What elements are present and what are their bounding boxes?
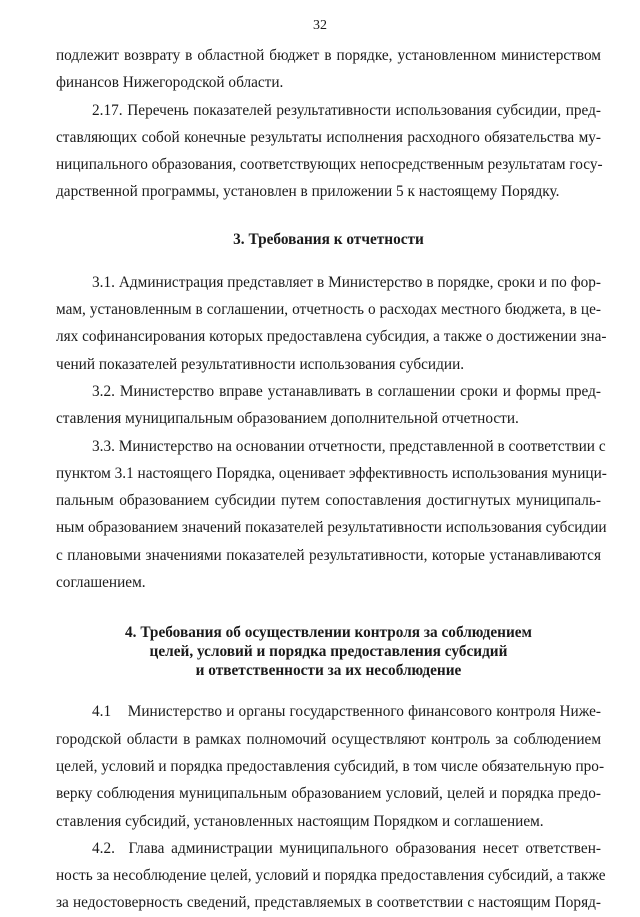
- text-line: соглашением.: [56, 574, 146, 592]
- text-line: ставления муниципальным образованием дополнительной отчетности.: [56, 410, 519, 428]
- text-line: с плановыми значениями показателей результативности, которые устанавливаются: [56, 546, 601, 564]
- text-line: 3.3. Министерство на основании отчетности, представленной в соответствии с: [92, 437, 606, 455]
- heading-line: 4. Требования об осуществлении контроля за соблюдением: [125, 624, 532, 642]
- heading-line: целей, условий и порядка предоставления субсидий: [149, 643, 508, 661]
- page-number: 32: [313, 18, 327, 33]
- text-line: ным образованием значений показателей результативности использования субсидии: [56, 519, 607, 537]
- text-line: ность за несоблюдение целей, условий и порядка предоставления субсидий, а также: [56, 867, 606, 885]
- text-line: финансов Нижегородской области.: [56, 74, 284, 92]
- text-line: целей, условий и порядка предоставления субсидий, в том числе обязательную про-: [56, 757, 605, 775]
- text-line: лях софинансирования которых предоставлена субсидия, а также о достижении зна-: [56, 328, 607, 346]
- text-line: ниципального образования, соответствующих непосредственным результатам госу-: [56, 156, 603, 174]
- text-line: 2.17. Перечень показателей результативности использования субсидии, пред-: [92, 101, 601, 119]
- text-line: ставляющих собой конечные результаты исполнения расходного обязательства му-: [56, 128, 601, 146]
- text-line: за недостоверность сведений, представляемых в соответствии с настоящим Поряд-: [56, 894, 601, 912]
- section-4-heading: [56, 623, 601, 680]
- text-line: дарственной программы, установлен в приложении 5 к настоящему Порядку.: [56, 183, 560, 201]
- paragraph-3-3: [56, 433, 607, 597]
- paragraph-4-2: [56, 835, 606, 917]
- text-line: пальным образованием субсидии путем сопоставления достигнутых муниципаль-: [56, 492, 601, 510]
- paragraph-continuation: [56, 42, 601, 97]
- text-line: подлежит возврату в областной бюджет в порядке, установленном министерством: [56, 47, 601, 64]
- text-line: верку соблюдения муниципальным образованием условий, целей и порядка предо-: [56, 785, 601, 803]
- text-line: мам, установленным в соглашении, отчетность о расходах местного бюджета, в це-: [56, 301, 601, 319]
- paragraph-3-2: [56, 378, 601, 433]
- text-line: 3.1. Администрация представляет в Министерство в порядке, сроки и по фор-: [92, 273, 601, 291]
- text-line: 3.2. Министерство вправе устанавливать в соглашении сроки и формы пред-: [92, 382, 601, 400]
- text-line: ставления субсидий, установленных настоящим Порядком и соглашением.: [56, 812, 544, 830]
- paragraph-4-1: [56, 698, 605, 834]
- text-line: чений показателей результативности использования субсидии.: [56, 355, 465, 373]
- paragraph-3-1: [56, 269, 607, 378]
- text-line: 4.1 Министерство и органы государственного финансового контроля Ниже-: [92, 703, 601, 721]
- document-body: [56, 42, 607, 917]
- heading-line: и ответственности за их несоблюдение: [195, 662, 462, 680]
- section-3-heading: 3. Требования к отчетности: [233, 230, 424, 248]
- text-line: пунктом 3.1 настоящего Порядка, оценивает эффективность использования муници-: [56, 464, 607, 482]
- text-line: городской области в рамках полномочий осуществляют контроль за соблюдением: [56, 730, 601, 748]
- paragraph-2-17: [56, 97, 601, 206]
- text-line: 4.2. Глава администрации муниципального образования несет ответствен-: [92, 839, 601, 857]
